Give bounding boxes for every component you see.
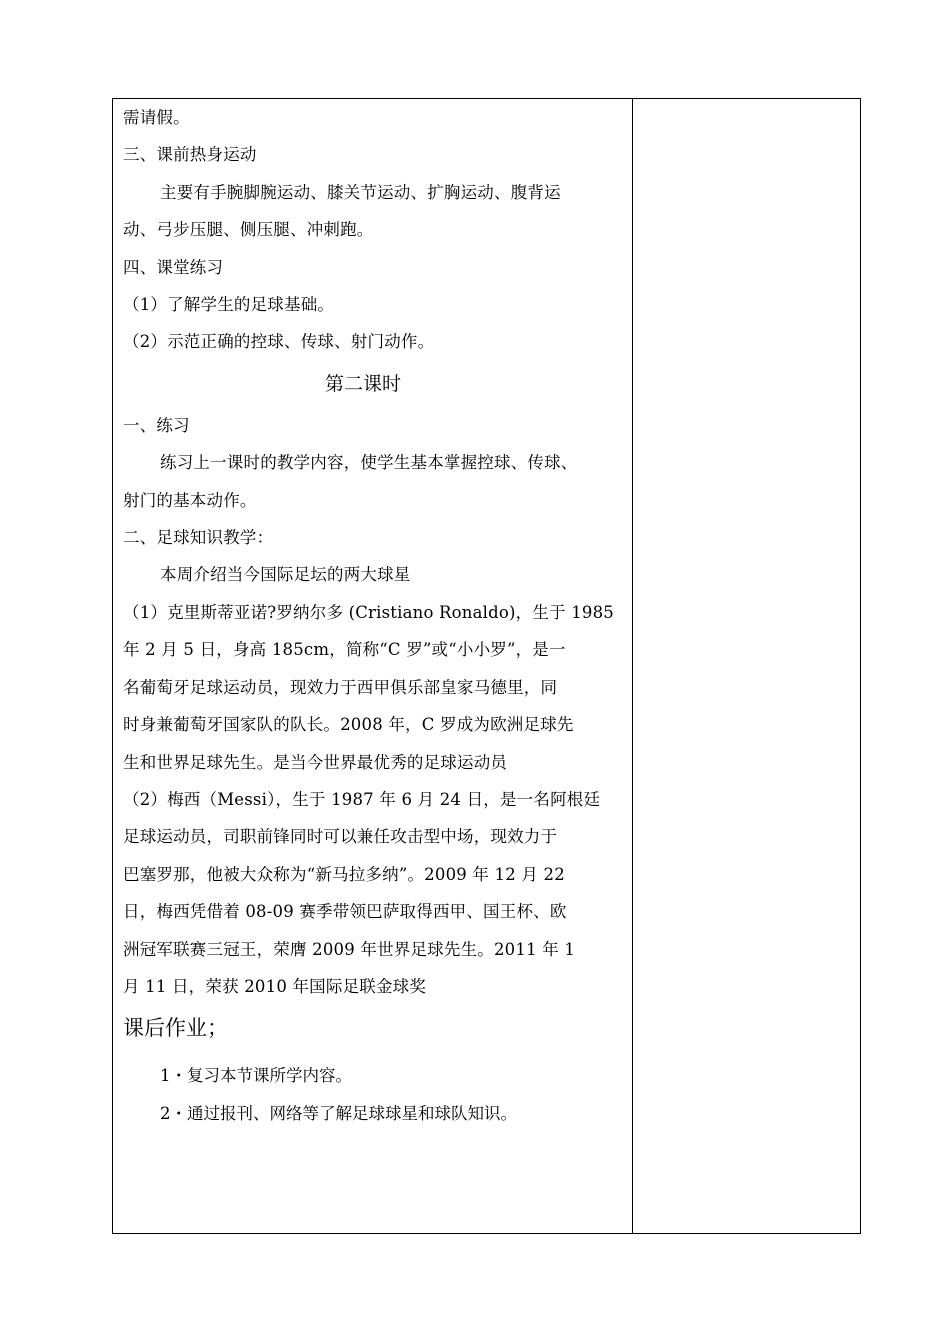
column-divider (632, 99, 633, 1233)
section-heading: 四、课堂练习 (123, 257, 224, 277)
text-line: 洲冠军联赛三冠王，荣膺 2009 年世界足球先生。2011 年 1 (123, 939, 576, 959)
text-line: 名葡萄牙足球运动员，现效力于西甲俱乐部皇家马德里，同 (123, 677, 558, 697)
list-item: （2）示范正确的控球、传球、射门动作。 (123, 332, 435, 352)
text-line: （2）梅西（Messi），生于 1987 年 6 月 24 日，是一名阿根廷 (123, 789, 601, 809)
text-line: 射门的基本动作。 (123, 490, 257, 510)
lesson-plan-table (112, 98, 861, 1234)
text-line: 练习上一课时的教学内容，使学生基本掌握控球、传球、 (160, 453, 578, 473)
homework-list (123, 1057, 623, 1132)
homework-title: 课后作业； (123, 1016, 228, 1041)
homework-item: 1・复习本节课所学内容。 (160, 1066, 352, 1086)
text-line: 需请假。 (123, 108, 190, 127)
list-item: （1）了解学生的足球基础。 (123, 295, 335, 315)
text-line: 日，梅西凭借着 08-09 赛季带领巴萨取得西甲、国王杯、欧 (123, 902, 567, 922)
lesson-period-title: 第二课时 (324, 372, 401, 395)
text-line: 足球运动员，司职前锋同时可以兼任攻击型中场，现效力于 (123, 827, 558, 847)
section-heading: 一、练习 (123, 415, 190, 435)
text-line: 年 2 月 5 日，身高 185cm，简称“C 罗”或“小小罗”，是一 (123, 640, 566, 660)
text-line: 主要有手腕脚腕运动、膝关节运动、扩胸运动、腹背运 (160, 182, 561, 202)
section-heading: 三、课前热身运动 (123, 145, 257, 165)
lesson-content-cell (123, 99, 623, 1132)
text-line: 月 11 日，荣获 2010 年国际足联金球奖 (123, 976, 427, 996)
text-line: 动、弓步压腿、侧压腿、冲刺跑。 (123, 220, 374, 240)
text-line: 时身兼葡萄牙国家队的队长。2008 年，C 罗成为欧洲足球先 (123, 715, 574, 735)
text-line: （1）克里斯蒂亚诺?罗纳尔多 (Cristiano Ronaldo)，生于 1985 (123, 602, 615, 622)
section-heading: 二、足球知识教学： (123, 528, 274, 548)
homework-item: 2・通过报刊、网络等了解足球球星和球队知识。 (160, 1103, 517, 1123)
text-line: 本周介绍当今国际足坛的两大球星 (160, 565, 411, 585)
text-line: 巴塞罗那，他被大众称为“新马拉多纳”。2009 年 12 月 22 (123, 864, 565, 884)
text-line: 生和世界足球先生。是当今世界最优秀的足球运动员 (123, 752, 508, 772)
